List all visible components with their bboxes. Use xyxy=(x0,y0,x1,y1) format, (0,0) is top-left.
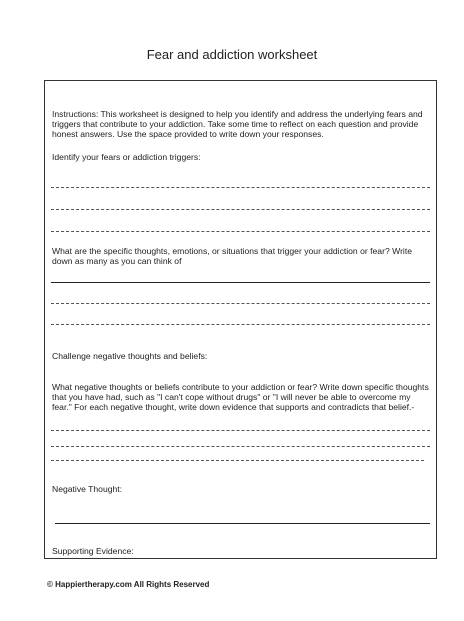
answer-line[interactable] xyxy=(51,209,430,210)
copyright-footer: © Happiertherapy.com All Rights Reserved xyxy=(47,580,210,589)
question-specific-triggers: What are the specific thoughts, emotions, or situations that trigger your addiction or fear? Write down as many as you can think of xyxy=(52,246,413,266)
answer-line[interactable] xyxy=(51,430,430,431)
answer-line[interactable] xyxy=(51,231,430,232)
worksheet-box xyxy=(44,80,437,559)
instructions-text: Instructions: This worksheet is designed to help you identify and address the underlying fears and triggers that contribute to your addiction. Take some time to reflect on each question and provide honest answers. Use the space provided to write down your responses. xyxy=(52,109,423,139)
negative-thought-line[interactable] xyxy=(55,523,430,524)
question-fears-triggers: Identify your fears or addiction triggers: xyxy=(52,152,201,162)
section-heading-challenge: Challenge negative thoughts and beliefs: xyxy=(52,351,208,361)
answer-line[interactable] xyxy=(51,446,430,447)
answer-line[interactable] xyxy=(51,282,430,283)
answer-line[interactable] xyxy=(51,460,424,461)
supporting-evidence-label: Supporting Evidence: xyxy=(52,546,134,556)
negative-thought-label: Negative Thought: xyxy=(52,484,123,494)
question-negative-beliefs: What negative thoughts or beliefs contribute to your addiction or fear? Write down specific thoughts that you have had, such as "I can't cope without drugs" or "I will never be able to overcome my fear." For each negative thought, write down evidence that supports and contradicts that belief.- xyxy=(52,382,429,412)
answer-line[interactable] xyxy=(51,303,430,304)
answer-line[interactable] xyxy=(51,324,430,325)
answer-line[interactable] xyxy=(51,187,430,188)
page-title: Fear and addiction worksheet xyxy=(146,47,318,62)
